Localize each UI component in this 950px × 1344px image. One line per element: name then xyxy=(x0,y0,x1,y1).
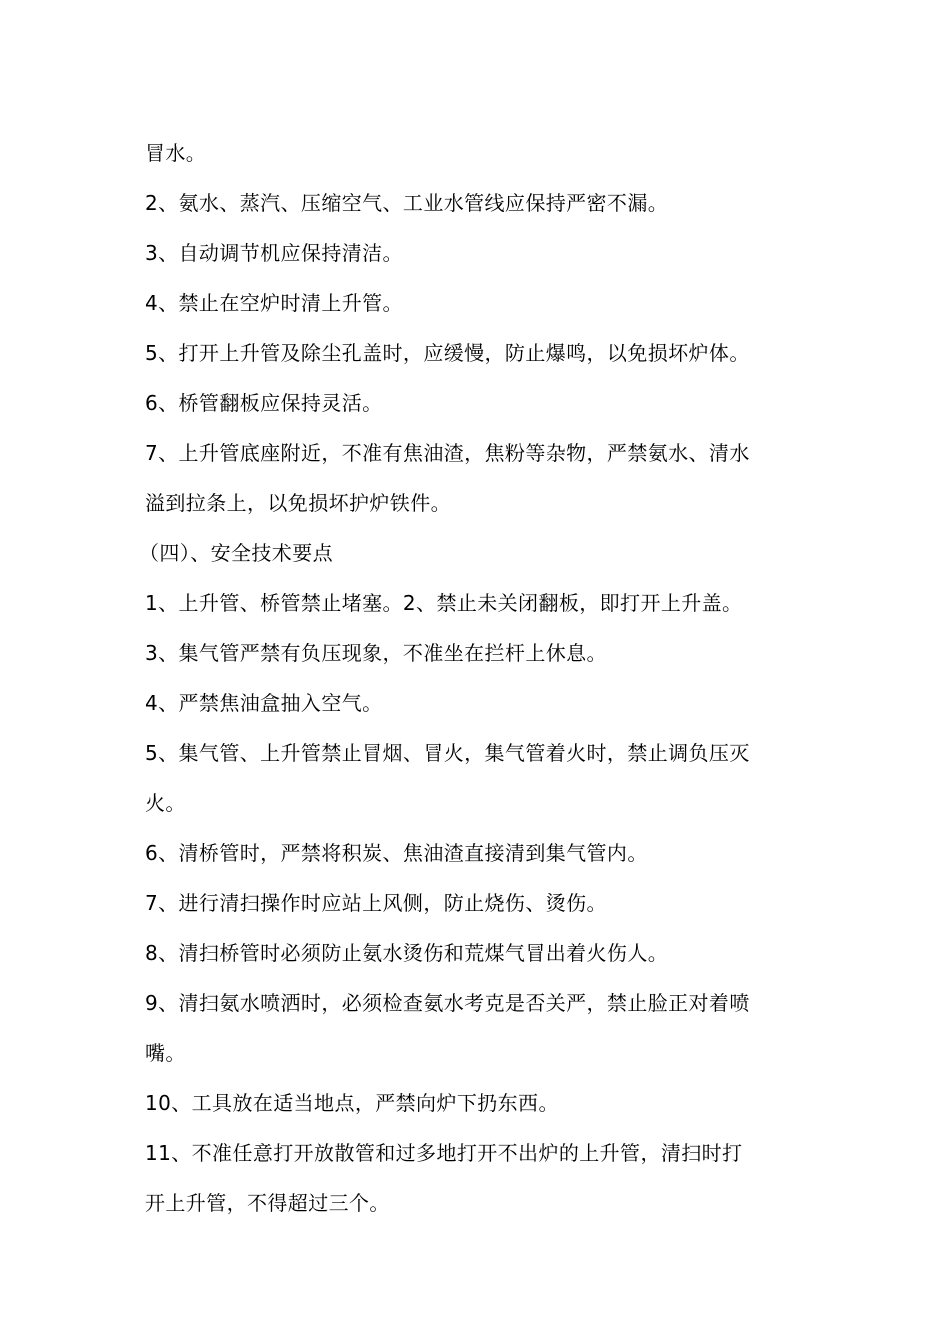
text-line: 5、打开上升管及除尘孔盖时，应缓慢，防止爆鸣，以免损坏炉体。 xyxy=(145,341,750,365)
text-line: 开上升管，不得超过三个。 xyxy=(145,1191,390,1215)
text-line: 5、集气管、上升管禁止冒烟、冒火，集气管着火时，禁止调负压灭 xyxy=(145,741,750,765)
text-line: 7、上升管底座附近，不准有焦油渣，焦粉等杂物，严禁氨水、清水 xyxy=(145,441,750,465)
text-line: 3、自动调节机应保持清洁。 xyxy=(145,241,403,265)
text-line: 2、氨水、蒸汽、压缩空气、工业水管线应保持严密不漏。 xyxy=(145,191,669,215)
text-line: 8、清扫桥管时必须防止氨水烫伤和荒煤气冒出着火伤人。 xyxy=(145,941,669,965)
text-line: 11、不准任意打开放散管和过多地打开不出炉的上升管，清扫时打 xyxy=(145,1141,743,1165)
text-line: 火。 xyxy=(145,791,186,815)
text-line: 4、严禁焦油盒抽入空气。 xyxy=(145,691,383,715)
text-line: 嘴。 xyxy=(145,1041,186,1065)
text-line: 3、集气管严禁有负压现象，不准坐在拦杆上休息。 xyxy=(145,641,607,665)
text-line: 冒水。 xyxy=(145,141,207,165)
text-line: 4、禁止在空炉时清上升管。 xyxy=(145,291,403,315)
text-line: 1、上升管、桥管禁止堵塞。2、禁止未关闭翻板，即打开上升盖。 xyxy=(145,591,743,615)
text-line: 7、进行清扫操作时应站上风侧，防止烧伤、烫伤。 xyxy=(145,891,607,915)
text-line: 10、工具放在适当地点，严禁向炉下扔东西。 xyxy=(145,1091,559,1115)
text-line: 9、清扫氨水喷洒时，必须检查氨水考克是否关严，禁止脸正对着喷 xyxy=(145,991,750,1015)
section-heading: （四）、安全技术要点 xyxy=(139,541,333,565)
document-body xyxy=(139,128,815,1228)
text-line: 6、桥管翻板应保持灵活。 xyxy=(145,391,383,415)
text-line: 溢到拉条上，以免损坏护炉铁件。 xyxy=(145,491,451,515)
text-line: 6、清桥管时，严禁将积炭、焦油渣直接清到集气管内。 xyxy=(145,841,648,865)
